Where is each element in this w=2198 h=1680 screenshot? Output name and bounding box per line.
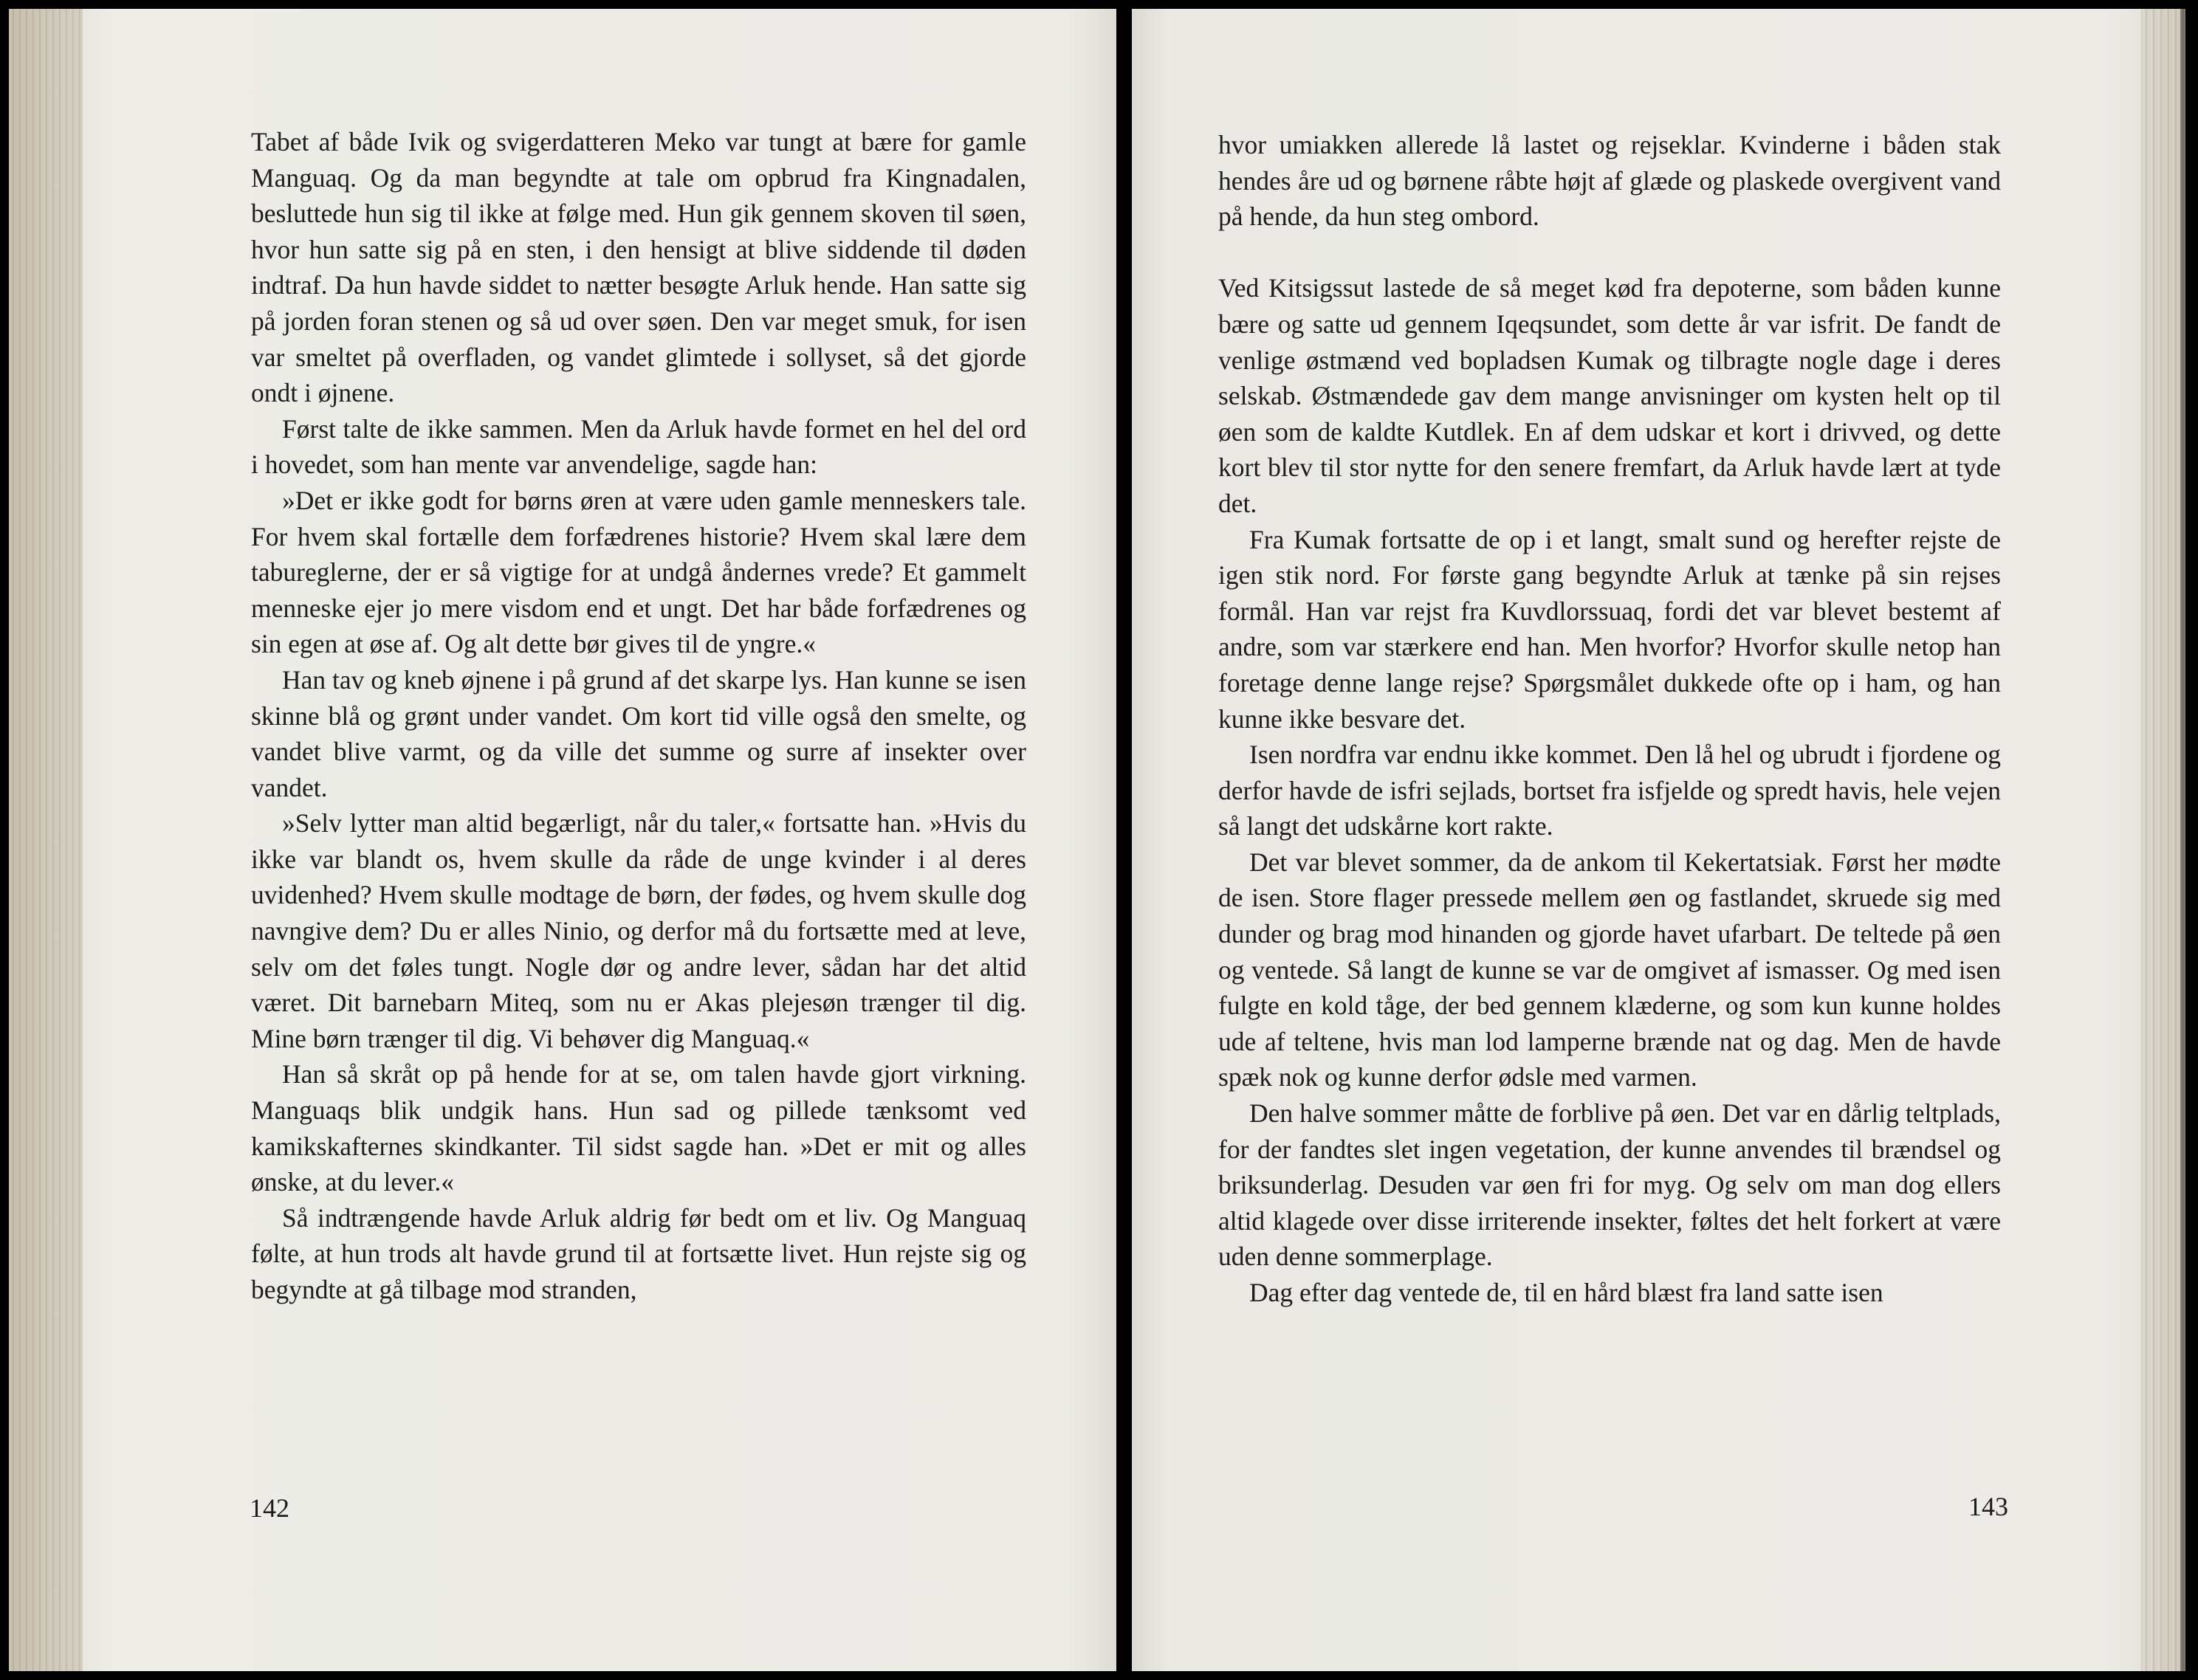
right-page-text	[1218, 127, 2001, 1311]
page-number-left: 142	[250, 1493, 289, 1523]
left-page-text	[251, 124, 1026, 1308]
paragraph: Så indtrængende havde Arluk aldrig før bedt om et liv. Og Manguaq følte, at hun trods alt havde grund til at fortsætte livet. Hun rejste sig og begyndte at gå tilbage mod stranden,	[251, 1202, 1026, 1304]
paragraph: hvor umiakken allerede lå lastet og rejseklar. Kvinderne i båden stak hendes åre ud og børnene råbte højt af glæde og plaskede overgivent vand på hende, da hun steg ombord.	[1218, 130, 2001, 232]
paragraph: Tabet af både Ivik og svigerdatteren Meko var tungt at bære for gamle Manguaq. Og da man begyndte at tale om opbrud fra Kingnadalen, besluttede hun sig til ikke at følge med. Hun gik gennem skoven til søen, hvor hun satte sig på en sten, i den hensigt at blive siddende til døden indtraf. Da hun havde siddet to nætter besøgte Arluk hende. Han satte sig på jorden foran stenen og så ud over søen. Den var meget smuk, for isen var smeltet på overfladen, og vandet glimtede i sollyset, så det gjorde ondt i øjnene.	[251, 127, 1026, 408]
paragraph: »Det er ikke godt for børns øren at være uden gamle menneskers tale. For hvem skal fortælle dem forfædrenes historie? Hvem skal lære dem tabureglerne, der er så vigtige for at undgå åndernes vrede? Et gammelt menneske ejer jo mere visdom end et ungt. Det har både forfædrenes og sin egen at øse af. Og alt dette bør gives til de yngre.«	[251, 485, 1026, 659]
paragraph: Dag efter dag ventede de, til en hård blæst fra land satte isen	[1249, 1278, 1883, 1307]
paragraph: Isen nordfra var endnu ikke kommet. Den lå hel og ubrudt i fjordene og derfor havde de isfri sejlads, bortset fra isfjelde og spredt havis, hele vejen så langt det udskårne kort rakte.	[1218, 740, 2001, 841]
left-page-edges	[9, 9, 83, 1671]
paragraph: Ved Kitsigssut lastede de så meget kød fra depoterne, som båden kunne bære og satte ud gennem Iqeqsundet, som dette år var isfrit. De fandt de venlige østmænd ved bopladsen Kumak og tilbragte nogle dage i deres selskab. Østmændede gav dem mange anvisninger om kysten helt op til øen som de kaldte Kutdlek. En af dem udskar et kort i drivved, og dette kort blev til stor nytte for den senere fremfart, da Arluk havde lært at tyde det.	[1218, 273, 2001, 518]
paragraph: Fra Kumak fortsatte de op i et langt, smalt sund og herefter rejste de igen stik nord. For første gang begyndte Arluk at tænke på sin rejses formål. Han var rejst fra Kuvdlorssuaq, fordi det var blevet bestemt af andre, som var stærkere end han. Men hvorfor? Hvorfor skulle netop han foretage denne lange rejse? Spørgsmålet dukkede ofte op i ham, og han kunne ikke besvare det.	[1218, 524, 2001, 734]
paragraph: Først talte de ikke sammen. Men da Arluk havde formet en hel del ord i hovedet, som han mente var anvendelige, sagde han:	[251, 413, 1026, 480]
right-page-edges	[2141, 9, 2185, 1671]
paragraph: Han så skråt op på hende for at se, om talen havde gjort virkning. Manguaqs blik undgik hans. Hun sad og pillede tænksomt ved kamikskafternes skindkanter. Til sidst sagde han. »Det er mit og alles ønske, at du lever.«	[251, 1059, 1026, 1197]
paragraph: Den halve sommer måtte de forblive på øen. Det var en dårlig teltplads, for der fandtes slet ingen vegetation, der kunne anvendes til brændsel og briksunderlag. Desuden var øen fri for myg. Og selv om man dog ellers altid klagede over disse irriterende insekter, føltes det helt forkert at være uden denne sommerplage.	[1218, 1098, 2001, 1272]
page-number-right: 143	[1968, 1492, 2008, 1521]
paragraph: Han tav og kneb øjnene i på grund af det skarpe lys. Han kunne se isen skinne blå og grønt under vandet. Om kort tid ville også den smelte, og vandet blive varmt, og da ville det summe og surre af insekter over vandet.	[251, 664, 1026, 802]
paragraph: »Selv lytter man altid begærligt, når du taler,« fortsatte han. »Hvis du ikke var blandt os, hvem skulle da råde de unge kvinder i al deres uvidenhed? Hvem skulle modtage de børn, der fødes, og hvem skulle dog navngive dem? Du er alles Ninio, og derfor må du fortsætte med at leve, selv om det føles tungt. Nogle dør og andre lever, sådan har det altid været. Dit barnebarn Miteq, som nu er Akas plejesøn trænger til dig. Mine børn trænger til dig. Vi behøver dig Manguaq.«	[251, 808, 1026, 1053]
paragraph: Det var blevet sommer, da de ankom til Kekertatsiak. Først her mødte de isen. Store flager pressede mellem øen og fastlandet, skruede sig med dunder og brag mod hinanden og gjorde havet ufarbart. De teltede på øen og ventede. Så langt de kunne se var de omgivet af ismasser. Og med isen fulgte en kold tåge, der bed gennem klæderne, og som kun kunne holdes ude af teltene, hvis man lod lamperne brænde nat og dag. Men de havde spæk nok og kunne derfor ødsle med varmen.	[1218, 847, 2001, 1092]
